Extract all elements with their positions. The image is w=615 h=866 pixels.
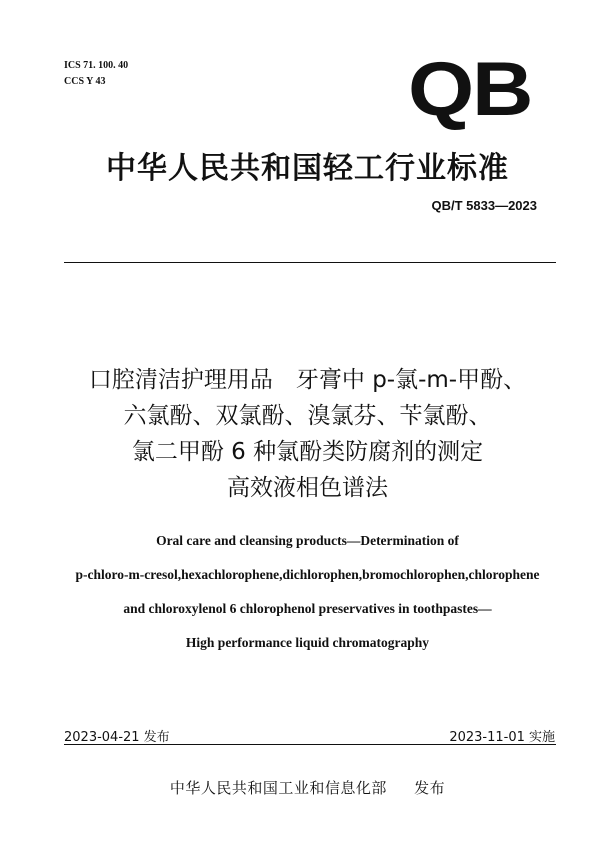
- english-title-line: High performance liquid chromatography: [185, 635, 430, 650]
- standard-number: QB/T 5833—2023: [431, 198, 537, 213]
- ics-code: ICS 71. 100. 40: [64, 60, 129, 71]
- english-title-line: and chloroxylenol 6 chlorophenol preservatives in toothpastes—: [123, 601, 492, 616]
- qb-logo: QB: [408, 47, 532, 132]
- ccs-code: CCS Y 43: [64, 76, 106, 87]
- issuer-name: 中华人民共和国工业和信息化部: [169, 779, 387, 797]
- english-title-line: p-chloro-m-cresol,hexachlorophene,dichlorophen,bromochlorophen,chlorophene: [75, 567, 540, 582]
- classification-codes: [64, 58, 128, 90]
- chinese-title-line: 口腔清洁护理用品 牙膏中 p-氯-m-甲酚、: [88, 367, 527, 393]
- issuer: [0, 777, 615, 798]
- top-divider: [64, 262, 556, 263]
- org-title: 中华人民共和国轻工行业标准: [106, 151, 509, 186]
- chinese-title-line: 高效液相色谱法: [227, 475, 388, 501]
- english-title-line: Oral care and cleansing products—Determination of: [156, 533, 459, 548]
- issuer-action: 发布: [414, 779, 446, 797]
- chinese-title-line: 六氯酚、双氯酚、溴氯芬、苄氯酚、: [123, 403, 492, 429]
- chinese-title: [0, 362, 615, 506]
- bottom-divider: [64, 744, 556, 745]
- chinese-title-line: 氯二甲酚 6 种氯酚类防腐剂的测定: [131, 439, 484, 465]
- issue-date: 2023-04-21 发布: [64, 730, 170, 745]
- implementation-date: 2023-11-01 实施: [449, 730, 555, 745]
- english-title: [0, 524, 615, 660]
